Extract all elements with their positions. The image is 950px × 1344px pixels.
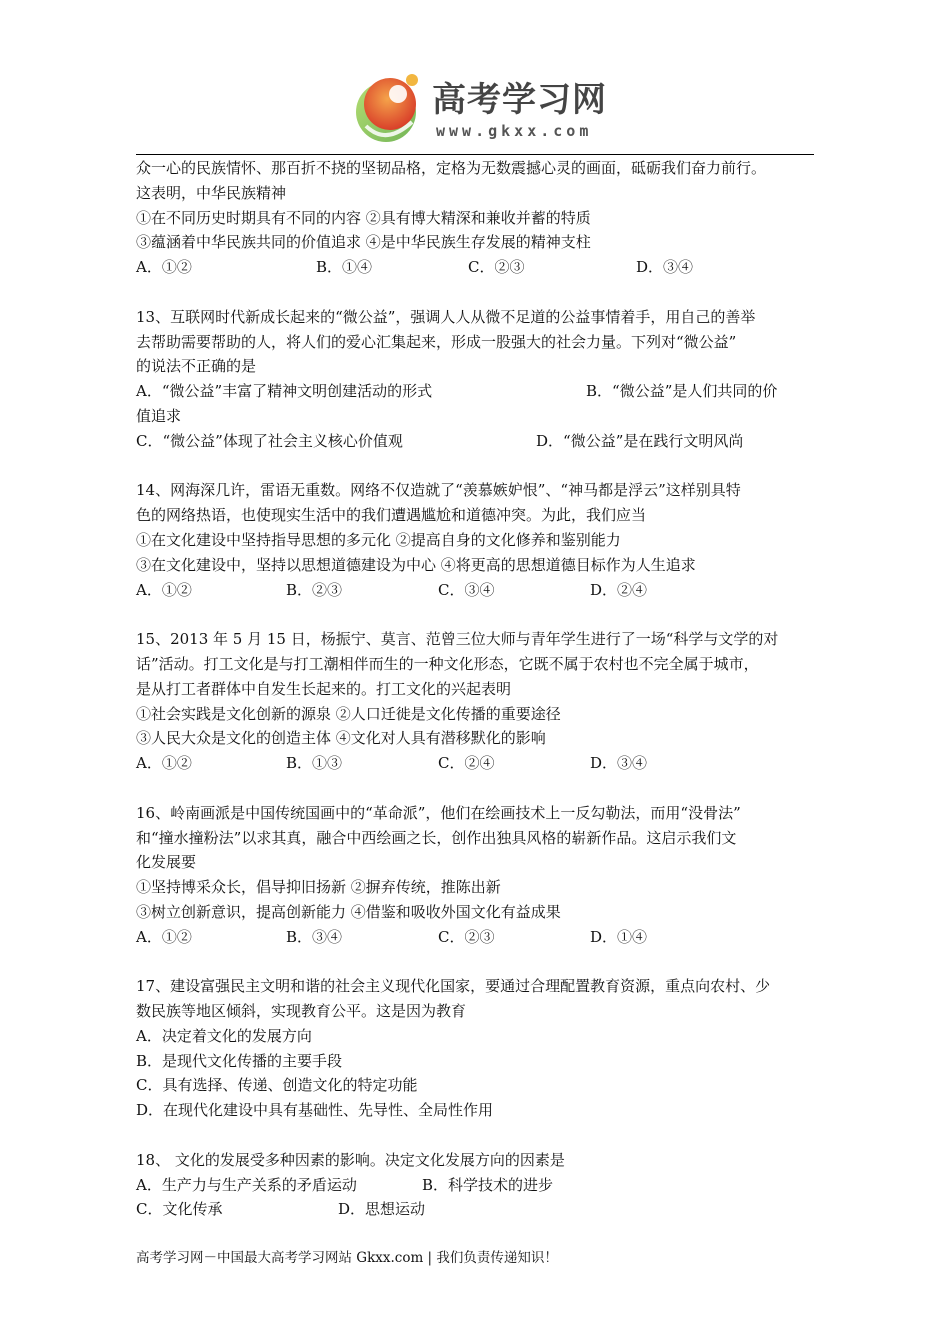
q18-option-a: A．生产力与生产关系的矛盾运动 (136, 1175, 357, 1194)
q18-option-b: B．科学技术的进步 (422, 1175, 554, 1194)
q15-option-d: D．③④ (590, 754, 648, 773)
spacer (136, 776, 816, 801)
q18-options-ab (136, 1173, 816, 1198)
q13-options-cd (136, 429, 816, 454)
q13-options-ab (136, 379, 816, 404)
q15-line: 是从打工者群体中自发生长起来的。打工文化的兴起表明 (136, 679, 512, 698)
q18-option-d: D．思想运动 (338, 1200, 426, 1219)
logo-title: 高考学习网 (432, 80, 607, 120)
q17-option-a: A．决定着文化的发展方向 (136, 1026, 312, 1045)
q16-option-c: C．②③ (438, 927, 495, 946)
q15-line: ③人民大众是文化的创造主体 ④文化对人具有潜移默化的影响 (136, 729, 546, 748)
q17-option-c: C．具有选择、传递、创造文化的特定功能 (136, 1076, 418, 1095)
spacer (136, 454, 816, 479)
q12-line: 众一心的民族情怀、那百折不挠的坚韧品格，定格为无数震撼心灵的画面，砥砺我们奋力前行。 (136, 159, 767, 177)
q14-line: ①在文化建设中坚持指导思想的多元化 ②提高自身的文化修养和鉴别能力 (136, 530, 621, 549)
q16-line: ①坚持博采众长，倡导抑旧扬新 ②摒弃传统，推陈出新 (136, 878, 501, 897)
q16-option-a: A．①② (136, 927, 192, 946)
q15-option-c: C．②④ (438, 754, 495, 773)
q12-line: ①在不同历史时期具有不同的内容 ②具有博大精深和兼收并蓄的特质 (136, 208, 591, 227)
q16-line: 化发展要 (136, 853, 197, 872)
q12-line: ③蕴涵着中华民族共同的价值追求 ④是中华民族生存发展的精神支柱 (136, 233, 591, 252)
q15-options (136, 751, 816, 776)
q12-line: 这表明，中华民族精神 (136, 183, 287, 202)
q16-options (136, 925, 816, 950)
logo-url: www.gkxx.com (436, 122, 593, 140)
q16-option-d: D．①④ (590, 927, 648, 946)
q16-line: ③树立创新意识，提高创新能力 ④借鉴和吸收外国文化有益成果 (136, 902, 561, 921)
q14-line: 色的网络热语，也使现实生活中的我们遭遇尴尬和道德冲突。为此，我们应当 (136, 506, 647, 525)
q13-line: 的说法不正确的是 (136, 357, 257, 376)
q12-option-c: C．②③ (468, 258, 525, 277)
q14-line: 14、网海深几许，雷语无重数。网络不仅造就了“羡慕嫉妒恨”、“神马都是浮云”这样别具特 (136, 481, 741, 500)
q15-line: 15、2013 年 5 月 15 日，杨振宁、莫言、范曾三位大师与青年学生进行了一场“科学与文学的对 (136, 630, 779, 649)
q17-option-d: D．在现代化建设中具有基础性、先导性、全局性作用 (136, 1101, 494, 1120)
q15-option-a: A．①② (136, 754, 192, 773)
q15-line: ①社会实践是文化创新的源泉 ②人口迁徙是文化传播的重要途径 (136, 704, 561, 723)
q13-option-a: A．“微公益”丰富了精神文明创建活动的形式 (136, 382, 433, 401)
q18-options-cd (136, 1197, 816, 1222)
spacer (136, 280, 816, 305)
q14-option-a: A．①② (136, 580, 192, 599)
document-body (136, 156, 816, 1222)
q17-line: 数民族等地区倾斜，实现教育公平。这是因为教育 (136, 1002, 467, 1021)
q18-option-c: C．文化传承 (136, 1200, 223, 1219)
q12-option-a: A．①② (136, 258, 192, 277)
q12-option-b: B．①④ (316, 258, 373, 277)
q15-option-b: B．①③ (286, 754, 343, 773)
q14-line: ③在文化建设中，坚持以思想道德建设为中心 ④将更高的思想道德目标作为人生追求 (136, 555, 696, 574)
q17-option-b: B．是现代文化传播的主要手段 (136, 1051, 343, 1070)
spacer (136, 1123, 816, 1148)
header-divider (136, 154, 814, 155)
q12-options (136, 255, 816, 280)
q17-line: 17、建设富强民主文明和谐的社会主义现代化国家，要通过合理配置教育资源，重点向农村、少 (136, 977, 771, 996)
q13-option-c: C．“微公益”体现了社会主义核心价值观 (136, 431, 403, 450)
q14-option-c: C．③④ (438, 580, 495, 599)
q16-option-b: B．③④ (286, 927, 343, 946)
q13-line: 13、互联网时代新成长起来的“微公益”，强调人人从微不足道的公益事情着手，用自己的善举 (136, 307, 756, 326)
q16-line: 16、岭南画派是中国传统国画中的“革命派”，他们在绘画技术上一反勾勒法，而用“没骨法” (136, 803, 741, 822)
page-footer: 高考学习网－中国最大高考学习网站 Gkxx.com | 我们负责传递知识！ (136, 1250, 558, 1266)
q14-option-d: D．②④ (590, 580, 648, 599)
q13-line: 去帮助需要帮助的人，将人们的爱心汇集起来，形成一股强大的社会力量。下列对“微公益” (136, 332, 737, 351)
q13-option-d: D．“微公益”是在践行文明风尚 (536, 431, 744, 450)
q18-line: 18、 文化的发展受多种因素的影响。决定文化发展方向的因素是 (136, 1150, 565, 1169)
q14-option-b: B．②③ (286, 580, 343, 599)
q14-options (136, 578, 816, 603)
logo-icon (346, 66, 432, 152)
spacer (136, 950, 816, 975)
spacer (136, 602, 816, 627)
page-header (0, 60, 950, 155)
q15-line: 话”活动。打工文化是与打工潮相伴而生的一种文化形态，它既不属于农村也不完全属于城市， (136, 654, 759, 673)
q12-option-d: D．③④ (636, 258, 694, 277)
q13-option-b-continued: 值追求 (136, 406, 182, 425)
q16-line: 和“撞水撞粉法”以求其真，融合中西绘画之长，创作出独具风格的崭新作品。这启示我们文 (136, 828, 737, 847)
q13-option-b: B．“微公益”是人们共同的价 (586, 382, 778, 401)
